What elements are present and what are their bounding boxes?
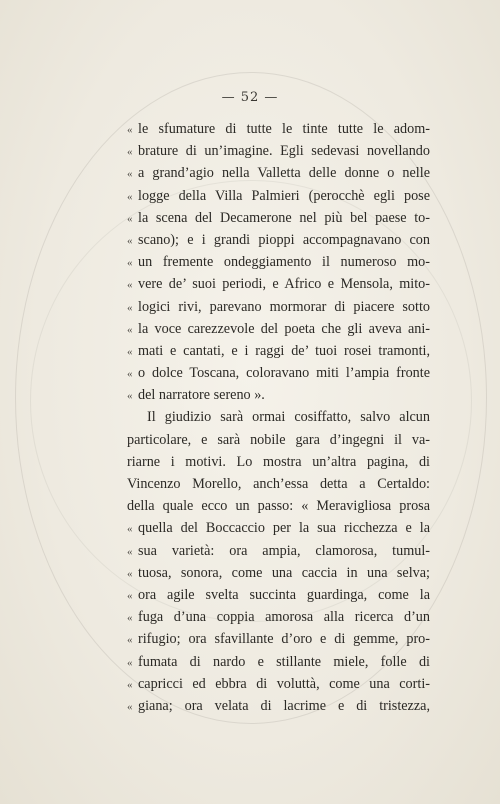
text-line — [127, 340, 430, 362]
text-line — [127, 495, 430, 517]
line-text: le sfumature di tutte le tinte tutte le adom- — [138, 121, 430, 137]
quote-mark: « — [127, 678, 133, 691]
text-line — [127, 185, 430, 207]
quote-mark: « — [127, 700, 133, 713]
text-line — [127, 207, 430, 229]
quote-mark: « — [127, 368, 133, 381]
line-text: brature di un’imagine. Egli sedevasi novellando — [138, 143, 430, 160]
text-line — [127, 451, 430, 473]
line-text: un fremente ondeggiamento il numeroso mo- — [138, 254, 430, 271]
quote-mark: « — [127, 323, 133, 336]
line-text: mati e cantati, e i raggi de’ tuoi rosei tramonti, — [138, 342, 430, 359]
line-text: scano); e i grandi pioppi accompagnavano con — [138, 231, 430, 248]
quote-mark: « — [127, 257, 133, 270]
line-text: la scena del Decamerone nel più bel paese to- — [138, 209, 430, 226]
text-line — [127, 540, 430, 562]
text-line — [127, 562, 430, 584]
quote-mark: « — [127, 390, 133, 403]
line-text: Il giudizio sarà ormai cosiffatto, salvo alcun — [147, 409, 430, 426]
text-line — [127, 362, 430, 384]
text-line — [127, 673, 430, 695]
line-text: logge della Villa Palmieri (perocchè egli pose — [138, 187, 430, 204]
quote-mark: « — [127, 656, 133, 669]
text-line — [127, 229, 430, 251]
text-line — [127, 318, 430, 340]
text-line — [127, 251, 430, 273]
line-text: della quale ecco un passo: « Meravigliosa prosa — [127, 498, 430, 515]
text-line — [127, 606, 430, 628]
line-text: vere de’ suoi periodi, e Africo e Mensola, mito- — [138, 276, 430, 293]
text-line — [127, 162, 430, 184]
line-text: ora agile svelta succinta guardinga, come la — [138, 586, 430, 603]
text-line — [127, 517, 430, 539]
quote-mark: « — [127, 234, 133, 247]
quote-mark: « — [127, 168, 133, 181]
line-text: fuga d’una coppia amorosa alla ricerca d’un — [138, 609, 430, 626]
line-text: particolare, e sarà nobile gara d’ingegni il va- — [127, 431, 430, 448]
text-line — [127, 429, 430, 451]
quote-mark: « — [127, 146, 133, 159]
line-text: riarne i motivi. Lo mostra un’altra pagina, di — [127, 453, 430, 470]
line-text: a grand’agio nella Valletta delle donne o nelle — [138, 165, 430, 182]
text-line — [127, 140, 430, 162]
text-line — [127, 384, 430, 406]
line-text: capricci ed ebbra di voluttà, come una corti- — [138, 675, 430, 692]
quote-mark: « — [127, 545, 133, 558]
line-text: quella del Boccaccio per la sua ricchezza e la — [138, 520, 430, 537]
body-text — [127, 118, 430, 717]
quote-mark: « — [127, 212, 133, 225]
text-line — [127, 695, 430, 717]
text-line — [127, 473, 430, 495]
quote-mark: « — [127, 634, 133, 647]
quote-mark: « — [127, 612, 133, 625]
text-line — [127, 273, 430, 295]
quote-mark: « — [127, 567, 133, 580]
quote-mark: « — [127, 279, 133, 292]
line-text: fumata di nardo e stillante miele, folle di — [138, 653, 430, 670]
text-line — [127, 628, 430, 650]
text-line — [127, 651, 430, 673]
line-text: sua varietà: ora ampia, clamorosa, tumul- — [138, 542, 430, 559]
line-text: logici rivi, parevano mormorar di piacere sotto — [138, 298, 430, 315]
quote-mark: « — [127, 345, 133, 358]
quote-mark: « — [127, 124, 133, 136]
line-text: la voce carezzevole del poeta che gli aveva ani- — [138, 320, 430, 337]
quote-mark: « — [127, 190, 133, 203]
text-line — [127, 118, 430, 140]
quote-mark: « — [127, 301, 133, 314]
quote-mark: « — [127, 589, 133, 602]
quote-mark: « — [127, 523, 133, 536]
line-text: Vincenzo Morello, anch’essa detta a Certaldo: — [127, 476, 430, 492]
text-line — [127, 406, 430, 428]
page-number: — 52 — — [221, 90, 279, 105]
line-text: giana; ora velata di lacrime e di tristezza, — [138, 697, 430, 714]
line-text: rifugio; ora sfavillante d’oro e di gemme, pro- — [138, 631, 430, 648]
text-line — [127, 584, 430, 606]
line-text: o dolce Toscana, coloravano miti l’ampia fronte — [138, 365, 430, 382]
line-text: del narratore sereno ». — [138, 387, 265, 404]
line-text: tuosa, sonora, come una caccia in una selva; — [138, 564, 430, 581]
text-line — [127, 296, 430, 318]
